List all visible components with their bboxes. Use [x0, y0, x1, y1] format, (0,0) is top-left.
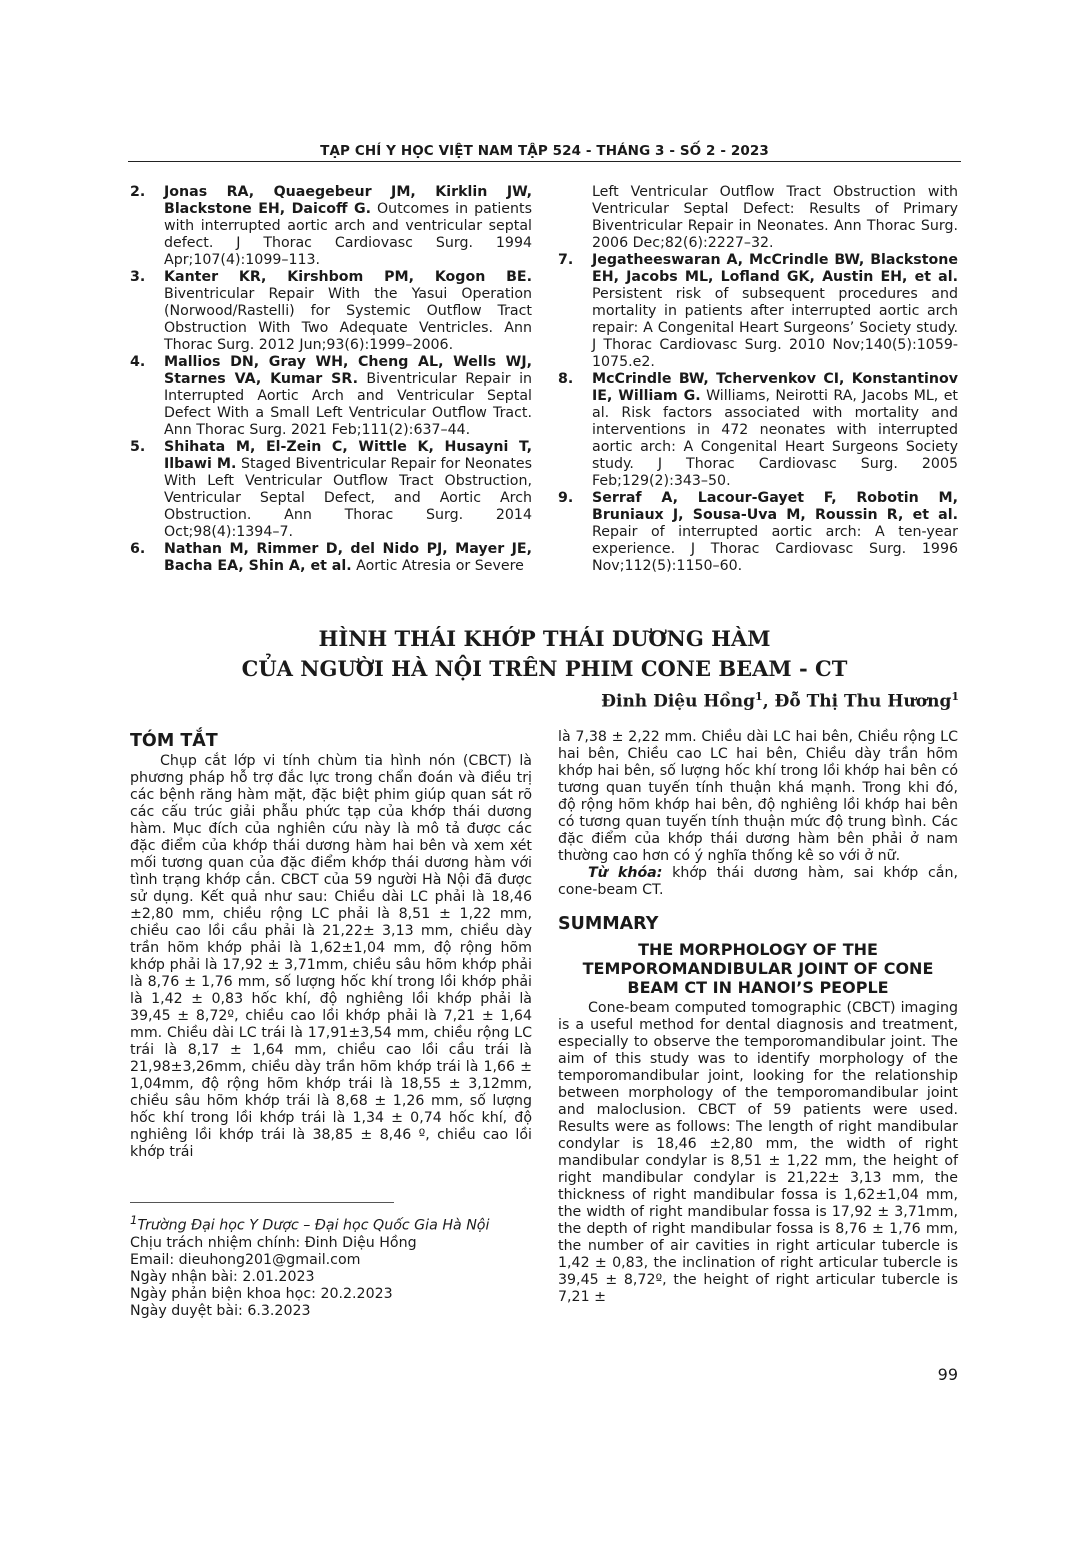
- footnote-email: Email: dieuhong201@gmail.com: [130, 1251, 361, 1268]
- reference-authors: Jonas RA, Quaegebeur JM, Kirklin JW, Blackstone EH, Daicoff G.: [164, 184, 532, 217]
- references-right-column: [558, 184, 958, 575]
- reference-text: Biventricular Repair in Interrupted Aortic Arch and Ventricular Septal Defect With a Small Left Ventricular Outflow Tract. Ann Thorac Surg. 2021 Feb;111(2):637–44.: [164, 371, 533, 438]
- keywords-line: [558, 865, 958, 899]
- reference-body: [592, 490, 958, 575]
- reference-item: [130, 184, 532, 269]
- affiliation-mark: 1: [130, 1213, 138, 1227]
- reference-body: [164, 541, 532, 575]
- reference-authors: Serraf A, Lacour-Gayet F, Robotin M, Bruniaux J, Sousa-Uva M, Roussin R, et al.: [592, 490, 958, 523]
- reference-authors: Jegatheeswaran A, McCrindle BW, Blackstone EH, Jacobs ML, Lofland GK, Austin EH, et al.: [592, 252, 958, 285]
- footnote-affiliation: [130, 1212, 532, 1235]
- author-affiliation-mark: 1: [755, 690, 763, 703]
- author-name: Đinh Diệu Hồng: [601, 691, 756, 712]
- reference-number: 6.: [130, 541, 146, 557]
- reference-text: Williams, Neirotti RA, Jacobs ML, et al. Risk factors associated with mortality and interventions in 472 neonates with interrupted aortic arch: A Congenital Heart Surgeons Society study. J Thorac Cardiovasc Surg. 2005 Feb;129(2):343–50.: [592, 388, 958, 489]
- author-name: Đỗ Thị Thu Hương: [774, 691, 952, 712]
- reference-authors: Kanter KR, Kirshbom PM, Kogon BE.: [164, 269, 532, 285]
- abstract-heading: TÓM TẮT: [130, 731, 218, 751]
- reference-item: [558, 371, 958, 490]
- reference-number: 7.: [558, 252, 574, 268]
- reference-number: 4.: [130, 354, 146, 370]
- article-title-line-2: CỦA NGƯỜI HÀ NỘI TRÊN PHIM CONE BEAM - CT: [241, 656, 848, 681]
- reference-authors: Shihata M, El-Zein C, Wittle K, Husayni T, Ilbawi M.: [164, 439, 532, 472]
- reference-body: [164, 354, 532, 439]
- reference-body: [164, 269, 532, 354]
- reference-text: Aortic Atresia or Severe: [351, 558, 524, 574]
- article-title: [128, 624, 961, 684]
- reference-continuation: Left Ventricular Outflow Tract Obstruction with Ventricular Septal Defect: Results of Primary Biventricular Repair in Neonates. Ann Thorac Surg. 2006 Dec;82(6):2227–32.: [592, 184, 958, 251]
- footnote: [130, 1212, 532, 1320]
- reference-body: [592, 252, 958, 371]
- reference-number: 9.: [558, 490, 574, 506]
- footnote-review-date: Ngày phản biện khoa học: 20.2.2023: [130, 1285, 393, 1302]
- reference-number: 8.: [558, 371, 574, 387]
- author-separator: ,: [762, 691, 775, 712]
- header-rule: [128, 161, 961, 162]
- summary-paragraph: Cone-beam computed tomographic (CBCT) imaging is a useful method for dental diagnosis and treatment, especially to observe the temporomandibular joint. The aim of this study was to identify morphology of the temporomandibular joint, looking for the relationship between morphology of the temporomandibular joint and maloclusion. CBCT of 59 patients were used. Results were as follows: The length of right mandibular condylar is 18,46 ±2,80 mm, the width of right mandibular condylar is 8,51 ± 1,22 mm, the height of right mandibular condylar is 21,22± 3,13 mm, the thickness of right mandibular fossa is 1,62±1,04 mm, the width of right mandibular fossa is 17,92 ± 3,71mm, the depth of right mandibular fossa is 8,76 ± 1,76 mm, the number of air cavities in right articular tubercle is 1,42 ± 0,83, the inclination of right articular tubercle is 39,45 ± 8,72º, the height of right articular tubercle is 7,21 ±: [558, 1000, 958, 1305]
- running-header: TẠP CHÍ Y HỌC VIỆT NAM TẬP 524 - THÁNG 3 - SỐ 2 - 2023: [320, 143, 769, 159]
- author-line: [601, 690, 959, 712]
- keywords-label: Từ khóa:: [588, 865, 663, 881]
- reference-item: [130, 354, 532, 439]
- reference-number: 3.: [130, 269, 146, 285]
- reference-text: Repair of interrupted aortic arch: A ten-year experience. J Thorac Cardiovasc Surg. 1996 Nov;112(5):1150–60.: [592, 524, 958, 574]
- summary-body: [558, 1000, 958, 1306]
- reference-body: [164, 184, 532, 269]
- reference-body: [592, 371, 958, 490]
- reference-item: [558, 490, 958, 575]
- abstract-left-column: [130, 753, 532, 1161]
- footnote-received-date: Ngày nhận bài: 2.01.2023: [130, 1268, 315, 1285]
- reference-text: Staged Biventricular Repair for Neonates With Left Ventricular Outflow Tract Obstruction, Ventricular Septal Defect, and Aortic Arch Obstruction. Ann Thorac Surg. 2014 Oct;98(4):1394–7.: [164, 456, 533, 540]
- reference-body: [164, 439, 532, 541]
- reference-authors: Mallios DN, Gray WH, Cheng AL, Wells WJ, Starnes VA, Kumar SR.: [164, 354, 532, 387]
- reference-number: 5.: [130, 439, 146, 455]
- footnote-accepted-date: Ngày duyệt bài: 6.3.2023: [130, 1302, 311, 1319]
- abstract-right-column: [558, 729, 958, 899]
- summary-title: THE MORPHOLOGY OF THE TEMPOROMANDIBULAR JOINT OF CONE BEAM CT IN HANOI’S PEOPLE: [582, 940, 934, 997]
- affiliation-text: Trường Đại học Y Dược – Đại học Quốc Gia Hà Nội: [137, 1217, 490, 1234]
- abstract-continuation: là 7,38 ± 2,22 mm. Chiều dài LC hai bên, Chiều rộng LC hai bên, Chiều cao LC hai bên, Chiều dày trần hõm khớp hai bên, số lượng hốc khí trong lồi khớp hai bên có tương quan tuyến tính thuận khá mạnh. Trong khi đó, độ rộng hõm khớp hai bên, độ nghiêng lồi khớp hai bên có tương quan tuyến tính thuận mức độ trung bình. Các đặc điểm của khớp thái dương hàm bên phải ở nam thường cao hơn có ý nghĩa thống kê so với ở nữ.: [558, 729, 958, 864]
- abstract-paragraph: Chụp cắt lớp vi tính chùm tia hình nón (CBCT) là phương pháp hỗ trợ đắc lực trong chẩn đoán và điều trị các bệnh răng hàm mặt, đặc biệt phim giúp quan sát rõ các cấu trúc giải phẫu phức tạp của khớp thái dương hàm. Mục đích của nghiên cứu này là mô tả được các đặc điểm của khớp thái dương hàm hai bên và xem xét mối tương quan của đặc điểm khớp thái dương hàm với tình trạng khớp cắn. CBCT của 59 người Hà Nội đã được sử dụng. Kết quả như sau: Chiều dài LC phải là 18,46 ±2,80 mm, chiều rộng LC phải là 8,51 ± 1,22 mm, chiều cao lồi cầu phải là 21,22± 3,13 mm, chiều dày trần hõm khớp phải là 1,62±1,04 mm, độ rộng hõm khớp phải là 17,92 ± 3,71mm, chiều sâu hõm khớp phải là 8,76 ± 1,76 mm, số lượng hốc khí trong lồi khớp phải là 1,42 ± 0,83 hốc khí, độ nghiêng lồi khớp phải là 39,45 ± 8,72º, chiều cao lồi khớp phải là 7,21 ± 1,64 mm. Chiều dài LC trái là 17,91±3,54 mm, chiều rộng LC trái là 8,17 ± 1,64 mm, chiều cao lồi cầu trái là 21,98±3,26mm, chiều dày trần hõm khớp trái là 1,66 ± 1,04mm, độ rộng hõm khớp trái là 18,55 ± 3,12mm, chiều sâu hõm khớp trái là 8,68 ± 1,26 mm, số lượng hốc khí trong lồi khớp trái là 1,34 ± 0,74 hốc khí, độ nghiêng lồi khớp trái là 38,85 ± 8,46 º, chiều cao lồi khớp trái: [130, 753, 532, 1160]
- references-left-column: [130, 184, 532, 575]
- reference-item: [558, 252, 958, 371]
- reference-text: Outcomes in patients with interrupted aortic arch and ventricular septal defect. J Thorac Cardiovasc Surg. 1994 Apr;107(4):1099–113.: [164, 201, 532, 268]
- article-title-line-1: HÌNH THÁI KHỚP THÁI DƯƠNG HÀM: [318, 626, 771, 651]
- reference-authors: Nathan M, Rimmer D, del Nido PJ, Mayer JE, Bacha EA, Shin A, et al.: [164, 541, 532, 574]
- reference-authors: McCrindle BW, Tchervenkov CI, Konstantinov IE, William G.: [592, 371, 958, 404]
- summary-heading: SUMMARY: [558, 914, 659, 934]
- reference-number: 2.: [130, 184, 146, 200]
- footnote-corresponding-author: Chịu trách nhiệm chính: Đinh Diệu Hồng: [130, 1234, 417, 1251]
- reference-text: Biventricular Repair With the Yasui Operation (Norwood/Rastelli) for Systemic Outflow Tract Obstruction With Two Adequate Ventricles. Ann Thorac Surg. 2012 Jun;93(6):1999–2006.: [164, 286, 532, 353]
- reference-item: [130, 439, 532, 541]
- footnote-rule: [130, 1202, 394, 1203]
- author-affiliation-mark: 1: [951, 690, 959, 703]
- keywords-text: khớp thái dương hàm, sai khớp cắn, cone-beam CT.: [558, 865, 958, 898]
- reference-text: Persistent risk of subsequent procedures and mortality in patients after interrupted aortic arch repair: A Congenital Heart Surgeons’ Society study. J Thorac Cardiovasc Surg. 2010 Nov;140(5):1059-1075.e2.: [592, 286, 958, 370]
- reference-item: [130, 541, 532, 575]
- reference-item: [130, 269, 532, 354]
- page-number: 99: [937, 1365, 958, 1384]
